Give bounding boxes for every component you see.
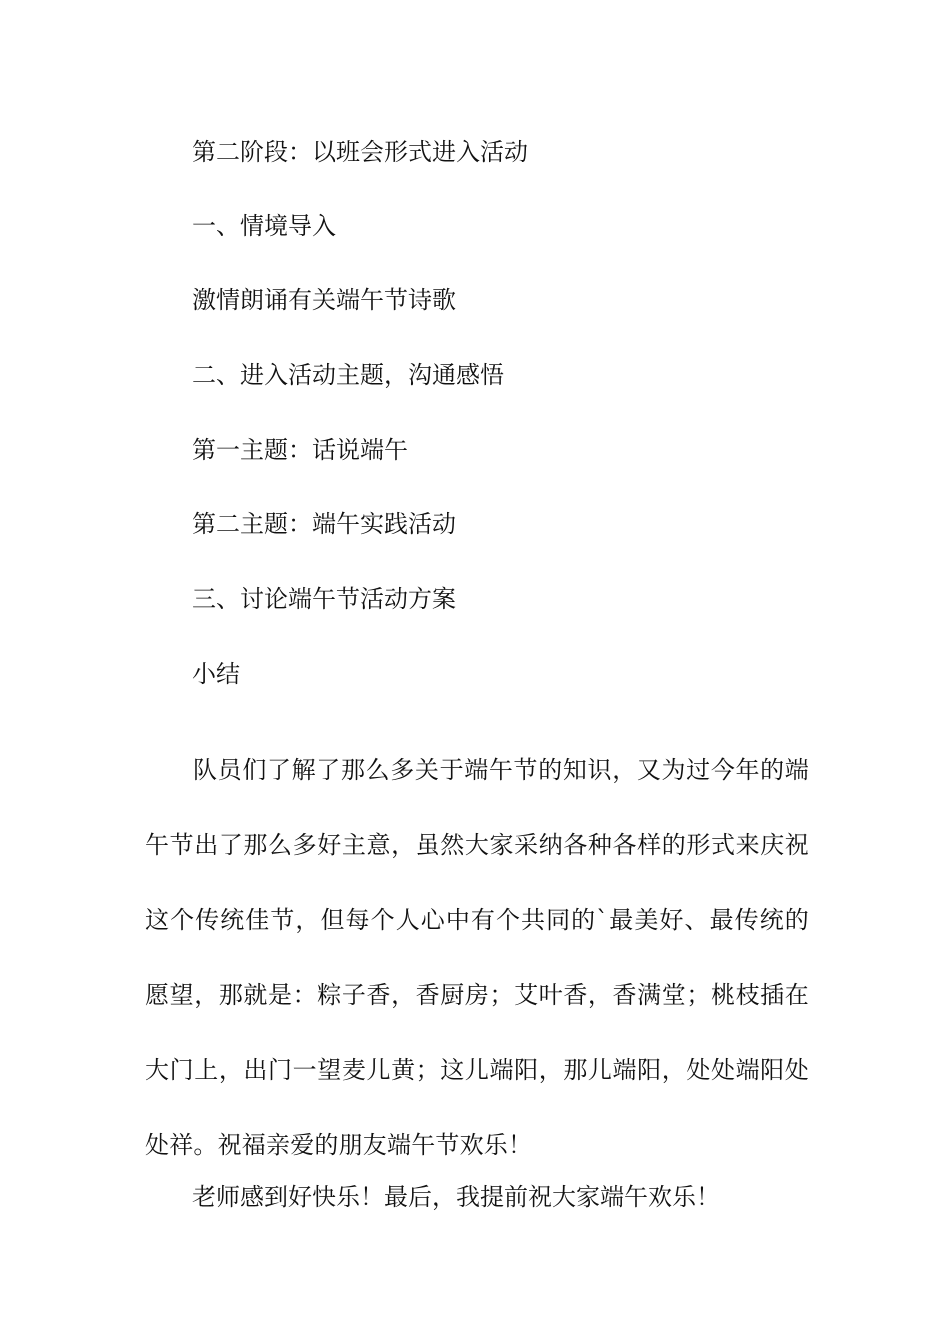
- item-theme-one: 第一主题：话说端午: [192, 436, 408, 464]
- closing-line: 老师感到好快乐！最后，我提前祝大家端午欢乐！: [192, 1183, 720, 1211]
- section-discussion-plan: 三、讨论端午节活动方案: [192, 585, 456, 613]
- summary-paragraph: 队员们了解了那么多关于端午节的知识，又为过今年的端午节出了那么多好主意，虽然大家采纳各种各样的形式来庆祝这个传统佳节，但每个人心中有个共同的`最美好、最传统的愿望，那就是：粽子香，香厨房；艾叶香，香满堂；桃枝插在大门上，出门一望麦儿黄；这儿端阳，那儿端阳，处处端阳处处祥。祝福亲爱的朋友端午节欢乐！: [145, 756, 809, 1159]
- heading-stage-two: 第二阶段：以班会形式进入活动: [192, 138, 528, 166]
- item-poem-recital: 激情朗诵有关端午节诗歌: [192, 286, 456, 314]
- section-situation-intro: 一、情境导入: [192, 212, 336, 240]
- section-activity-theme: 二、进入活动主题，沟通感悟: [192, 361, 504, 389]
- item-theme-two: 第二主题：端午实践活动: [192, 510, 456, 538]
- heading-summary: 小结: [192, 660, 240, 688]
